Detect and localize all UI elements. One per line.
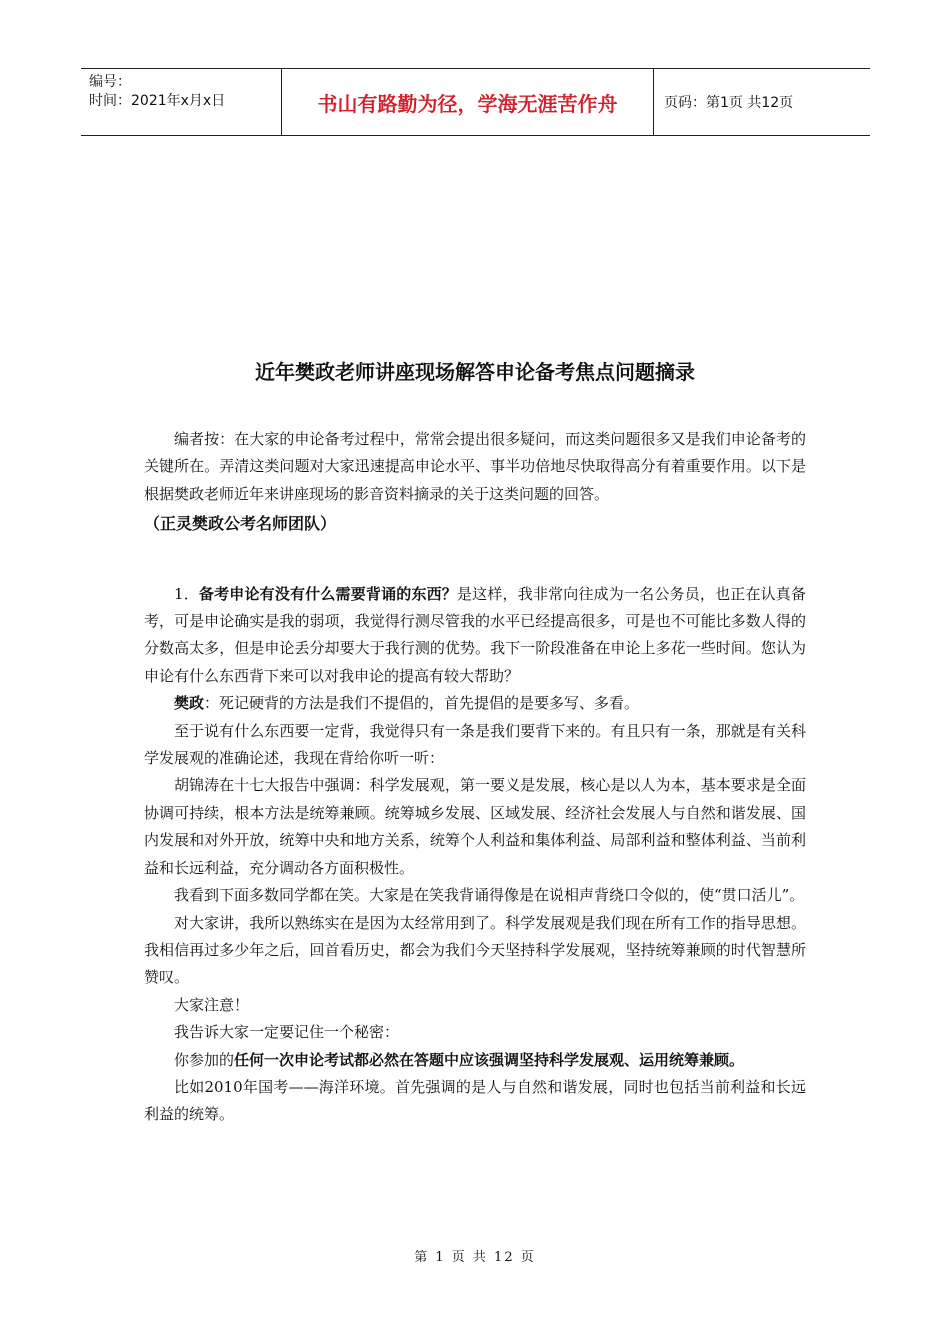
answer-p4: 我看到下面多数同学都在笑。大家是在笑我背诵得像是在说相声背绕口令似的，使“贯口活儿”。 bbox=[174, 886, 805, 905]
answer-p3: 胡锦涛在十七大报告中强调：科学发展观，第一要义是发展，核心是以人为本，基本要求是全面协调可持续，根本方法是统筹兼顾。统筹城乡发展、区域发展、经济社会发展人与自然和谐发展、国内发展和对外开放，统筹中央和地方关系，统筹个人利益和集体利益、局部利益和整体利益、当前利益和长远利益，充分调动各方面积极性。 bbox=[144, 776, 806, 877]
answer-p7: 我告诉大家一定要记住一个秘密： bbox=[174, 1023, 400, 1042]
answer-p2: 至于说有什么东西要一定背，我觉得只有一条是我们要背下来的。有且只有一条，那就是有关科学发展观的准确论述，我现在背给你听一听： bbox=[144, 721, 806, 768]
number-label: 编号： bbox=[89, 74, 131, 90]
answer-p5: 对大家讲，我所以熟练实在是因为太经常用到了。科学发展观是我们现在所有工作的指导思想。我相信再过多少年之后，回首看历史，都会为我们今天坚持科学发展观，坚持统筹兼顾的时代智慧所赞叹。 bbox=[144, 913, 806, 987]
spacer bbox=[144, 538, 806, 581]
question-number: 1． bbox=[174, 584, 199, 603]
answer-p9: 比如2010年国考——海洋环境。首先强调的是人与自然和谐发展，同时也包括当前利益和长远利益的统筹。 bbox=[144, 1077, 806, 1124]
answer-p8 bbox=[144, 1047, 806, 1074]
header-motto: 书山有路勤为径，学海无涯苦作舟 bbox=[282, 69, 654, 135]
document-body bbox=[144, 426, 806, 1129]
question-title: 备考申论有没有什么需要背诵的东西？ bbox=[198, 584, 457, 603]
header-meta-cell bbox=[81, 69, 282, 135]
answer-p8-prefix: 你参加的 bbox=[174, 1050, 235, 1069]
header-page-info: 页码：第1页 共12页 bbox=[664, 95, 794, 111]
team-credit: （正灵樊政公考名师团队） bbox=[144, 514, 337, 534]
question-text: 是这样，我非常向往成为一名公务员，也正在认真备考，可是申论确实是我的弱项，我觉得行测尽管我的水平已经提高很多，可是也不可能比多数人得的分数高太多，但是申论丢分却要大于我行测的优势。我下一阶段准备在申论上多花一些时间。您认为申论有什么东西背下来可以对我申论的提高有较大帮助？ bbox=[144, 584, 806, 685]
date-label: 时间：2021年x月x日 bbox=[89, 93, 226, 109]
question-1 bbox=[144, 581, 806, 691]
answer-first bbox=[144, 690, 806, 717]
answer-p6: 大家注意！ bbox=[174, 995, 250, 1014]
speaker-name: 樊政 bbox=[174, 694, 205, 713]
answer-p8-emphasis: 任何一次申论考试都必然在答题中应该强调坚持科学发展观、运用统筹兼顾。 bbox=[234, 1050, 745, 1069]
intro-paragraph: 编者按：在大家的申论备考过程中，常常会提出很多疑问，而这类问题很多又是我们申论备考的关键所在。弄清这类问题对大家迅速提高申论水平、事半功倍地尽快取得高分有着重要作用。以下是根据樊政老师近年来讲座现场的影音资料摘录的关于这类问题的回答。 bbox=[144, 430, 806, 503]
header-table bbox=[81, 68, 870, 136]
document-title: 近年樊政老师讲座现场解答申论备考焦点问题摘录 bbox=[255, 360, 695, 384]
answer-first-text: ：死记硬背的方法是我们不提倡的，首先提倡的是要多写、多看。 bbox=[204, 694, 640, 713]
page-footer: 第 1 页 共 12 页 bbox=[414, 1250, 536, 1265]
